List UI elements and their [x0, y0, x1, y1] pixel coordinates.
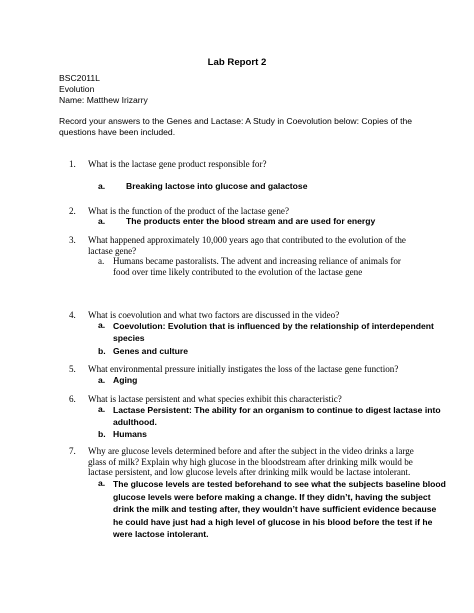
question-text-line: glass of milk? Explain why high glucose in the bloodstream after drinking milk would be [88, 456, 413, 467]
answer-text-line: he could have just had a high level of glucose in his blood before the test if he [113, 516, 433, 527]
question-text-line: What happened approximately 10,000 years ago that contributed to the evolution of the [88, 235, 406, 245]
question-number: 3. [69, 235, 76, 245]
question-text-line: lactase gene? [88, 245, 137, 256]
answer-label: a. [98, 256, 105, 266]
question-number: 7. [69, 446, 76, 456]
page-title: Lab Report 2 [207, 57, 267, 68]
answer-text-line: adulthood. [113, 417, 157, 427]
question-number: 6. [69, 394, 76, 404]
answer-text-line: species [113, 333, 145, 343]
answer-text-line: food over time likely contributed to the evolution of the lactase gene [113, 266, 363, 277]
answer-text-line: glucose levels were before making a change. If they didn’t, having the subject [113, 491, 431, 502]
intro-line-1: Record your answers to the Genes and Lactase: A Study in Coevolution below: Copies of the [59, 116, 413, 126]
answer-text-line: Coevolution: Evolution that is influenced by the relationship of interdependent [113, 321, 434, 331]
question-number: 2. [69, 206, 76, 216]
question-number: 1. [69, 159, 76, 169]
answer-label: a. [98, 320, 106, 330]
question-text: What environmental pressure initially instigates the loss of the lactase gene function? [88, 364, 399, 374]
answer-label: a. [98, 181, 106, 191]
answer-label: b. [98, 346, 106, 356]
answer-text: Breaking lactose into glucose and galactose [126, 181, 308, 191]
question-text: What is coevolution and what two factors are discussed in the video? [88, 310, 340, 320]
answer-text-line: The glucose levels are tested beforehand to see what the subjects baseline blood [113, 479, 446, 489]
answer-label: b. [98, 429, 106, 439]
question-text: What is the function of the product of the lactase gene? [88, 206, 289, 216]
answer-text: Humans [113, 429, 147, 439]
student-name: Name: Matthew Irizarry [59, 95, 148, 105]
question-number: 5. [69, 364, 76, 374]
course-code: BSC2011L [59, 73, 100, 83]
answer-text-line: Humans became pastoralists. The advent and increasing reliance of animals for [113, 256, 401, 266]
answer-text: Aging [113, 375, 138, 385]
question-text-line: lactase persistent, and low glucose levels after drinking milk would be lactase intolerant. [88, 467, 411, 478]
question-text: What is lactase persistent and what species exhibit this characteristic? [88, 394, 342, 404]
question-number: 4. [69, 310, 76, 320]
answer-text: Genes and culture [113, 346, 188, 356]
answer-label: a. [98, 375, 106, 385]
answer-text-line: drink the milk and testing after, they wouldn’t have sufficient evidence because [113, 504, 437, 515]
answer-label: a. [98, 404, 106, 414]
answer-text-line: were lactose intolerant. [113, 529, 209, 540]
answer-text-line: Lactase Persistent: The ability for an organism to continue to digest lactase into [113, 405, 441, 415]
intro-line-2: questions have been included. [59, 127, 176, 137]
answer-label: a. [98, 216, 106, 226]
answer-label: a. [98, 478, 106, 488]
question-text: What is the lactase gene product responsible for? [88, 159, 267, 169]
answer-text: The products enter the blood stream and are used for energy [126, 216, 376, 226]
question-text-line: Why are glucose levels determined before and after the subject in the video drinks a large [88, 446, 414, 456]
course-topic: Evolution [59, 84, 95, 94]
